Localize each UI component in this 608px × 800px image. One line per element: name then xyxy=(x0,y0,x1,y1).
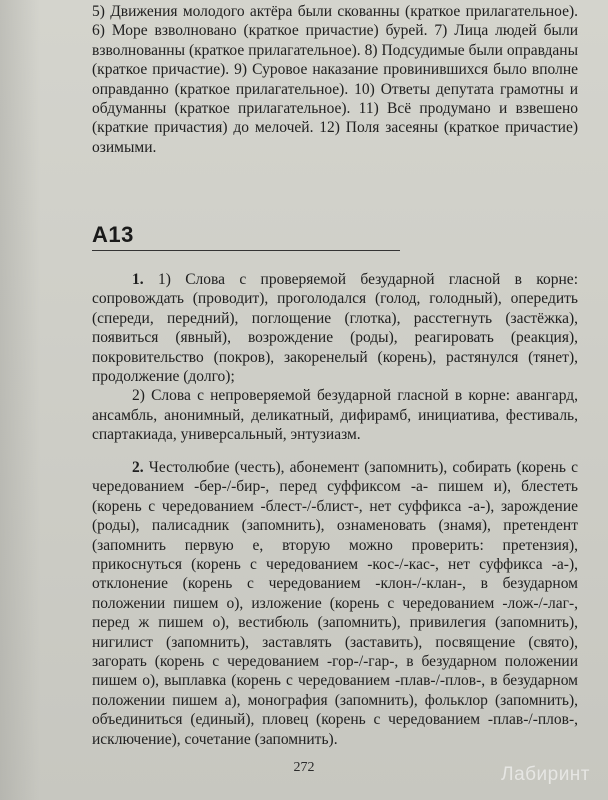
section-2-text: Честолюбие (честь), абонемент (запомнить), собирать (корень с чередованием -бер-/-бир-, перед суффиксом -а- пишем и), блестеть (корень с чередованием -блест-/-блист-, нет суффикса -а-), зарождение (роды), палисадник (запомнить), ознаменовать (знамя), претендент (запомнить первую е, вторую можно проверить: претензия), прикоснуться (корень с чередованием -кос-/-кас-, нет суффикса -а-), отклонение (корень с чередованием -клон-/-клан-, в безударном положении пишем о), изложение (корень с чередованием -лож-/-лаг-, перед ж пишем о), вестибюль (запомнить), привилегия (запомнить), нигилист (запомнить), заставлять (заставить), посвящение (свято), загорать (корень с чередованием -гор-/-гар-, в безударном положении пишем о), выплавка (корень с чередованием -плав-/-плов-, в безударном положении пишем а), монография (запомнить), фольклор (запомнить), объединиться (единый), пловец (корень с чередованием -плав-/-плов-, исключение), сочетание (запомнить). xyxy=(92,459,578,748)
section-1-part-1-text: 1) Слова с проверяемой безударной гласной в корне: сопровождать (проводит), проголодался (голод, голодный), опередить (спереди, передний), поглощение (глотка), расстегнуть (застёжка), появиться (явный), возрождение (роды), реагировать (реакция), покровительство (покров), закоренелый (корень), растянулся (тянет), продолжение (долго); xyxy=(92,271,578,386)
page-shadow xyxy=(0,0,40,800)
watermark-logo: Лабиринт xyxy=(501,764,590,785)
section-2 xyxy=(92,458,578,749)
top-paragraph xyxy=(92,2,578,157)
top-paragraph-text: 5) Движения молодого актёра были скованны (краткое прилагательное). 6) Море взволновано (краткое причастие) бурей. 7) Лица людей были взволнованны (краткое прилагательное). 8) Подсудимые были оправданы (краткое причастие). 9) Суровое наказание провинившихся было вполне оправданно (краткое прилагательное). 10) Ответы депутата грамотны и обдуманны (краткое прилагательное). 11) Всё продумано и взвешено (краткие причастия) до мелочей. 12) Поля засеяны (краткое причастие) озимыми. xyxy=(92,3,578,156)
section-1 xyxy=(92,270,578,445)
section-1-part-2: 2) Слова с непроверяемой безударной гласной в корне: авангард, ансамбль, анонимный, деликатный, дифирамб, инициатива, фестиваль, спартакиада, универсальный, энтузиазм. xyxy=(92,387,578,444)
page-number: 272 xyxy=(293,760,315,775)
section-1-number: 1. xyxy=(132,271,144,288)
section-1-part-1 xyxy=(92,270,578,386)
section-heading-title: А13 xyxy=(92,222,134,247)
section-heading xyxy=(92,222,400,251)
section-2-number: 2. xyxy=(132,459,144,476)
section-2-paragraph xyxy=(92,458,578,749)
